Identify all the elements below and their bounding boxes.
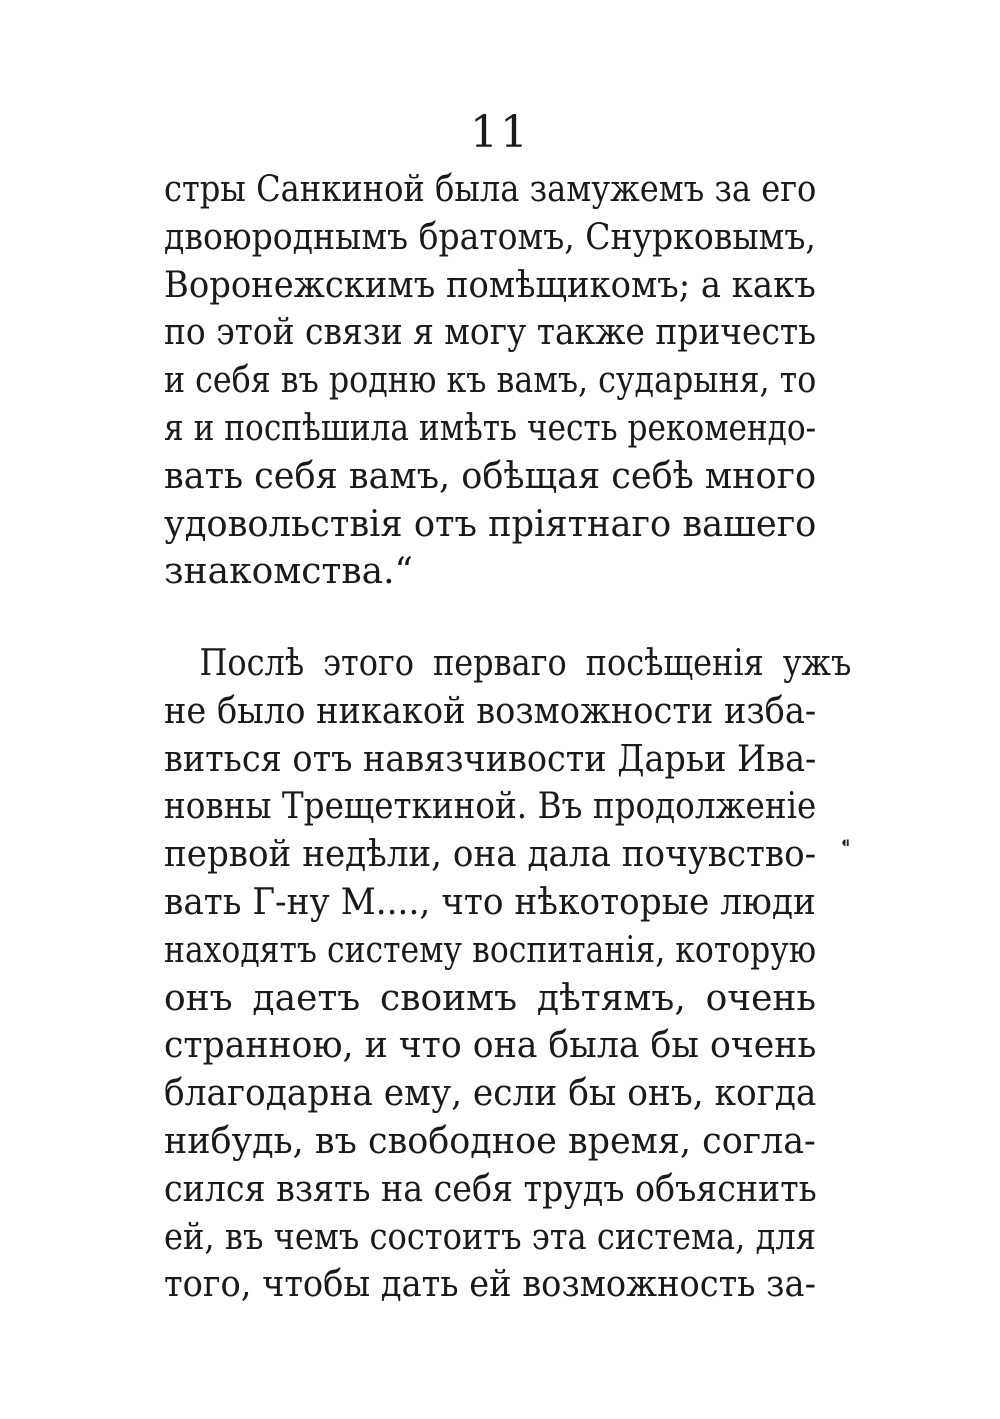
text-line: Послѣ этого перваго посѣщенія ужъ bbox=[199, 643, 852, 684]
margin-mark: ⁌ bbox=[840, 832, 851, 857]
text-line: онъ даетъ своимъ дѣтямъ, очень bbox=[164, 977, 816, 1019]
text-line: виться отъ навязчивости Дарьи Ива- bbox=[164, 738, 817, 780]
text-line: сился взять на себя трудъ объяснить bbox=[164, 1168, 817, 1210]
text-line: первой недѣли, она дала почувство- bbox=[164, 834, 817, 876]
text-line: вать себя вамъ, обѣщая себѣ много bbox=[164, 455, 817, 497]
text-line: двоюроднымъ братомъ, Снурковымъ, bbox=[164, 216, 816, 258]
text-line: благодарна ему, если бы онъ, когда bbox=[164, 1073, 817, 1115]
text-line: находятъ систему воспитанія, которую bbox=[164, 929, 817, 971]
text-line: Воронежскимъ помѣщикомъ; а какъ bbox=[164, 264, 816, 306]
page-number: 11 bbox=[470, 107, 530, 158]
text-line: нибудь, въ свободное время, согла- bbox=[164, 1120, 816, 1162]
text-line: знакомства.“ bbox=[164, 551, 413, 593]
paragraph-1 bbox=[164, 166, 816, 596]
text-line: по этой связи я могу также причесть bbox=[164, 312, 817, 354]
text-line: ей, въ чемъ состоитъ эта система, для bbox=[164, 1216, 817, 1258]
text-line: новны Трещеткиной. Въ продолженіе bbox=[164, 786, 817, 828]
text-line: того, чтобы дать ей возможность за- bbox=[164, 1264, 816, 1306]
text-line: странною, и что она была бы очень bbox=[164, 1025, 817, 1067]
text-line: и себя въ родню къ вамъ, сударыня, то bbox=[164, 360, 817, 402]
text-line: стры Санкиной была замужемъ за его bbox=[164, 169, 817, 210]
text-line: вать Г-ну М...., что нѣкоторые люди bbox=[164, 881, 816, 923]
text-line: удовольствія отъ пріятнаго вашего bbox=[164, 503, 817, 545]
paragraph-2 bbox=[164, 640, 852, 1309]
text-line: не было никакой возможности изба- bbox=[164, 690, 817, 732]
text-line: я и поспѣшила имѣть честь рекомендо- bbox=[164, 407, 817, 449]
